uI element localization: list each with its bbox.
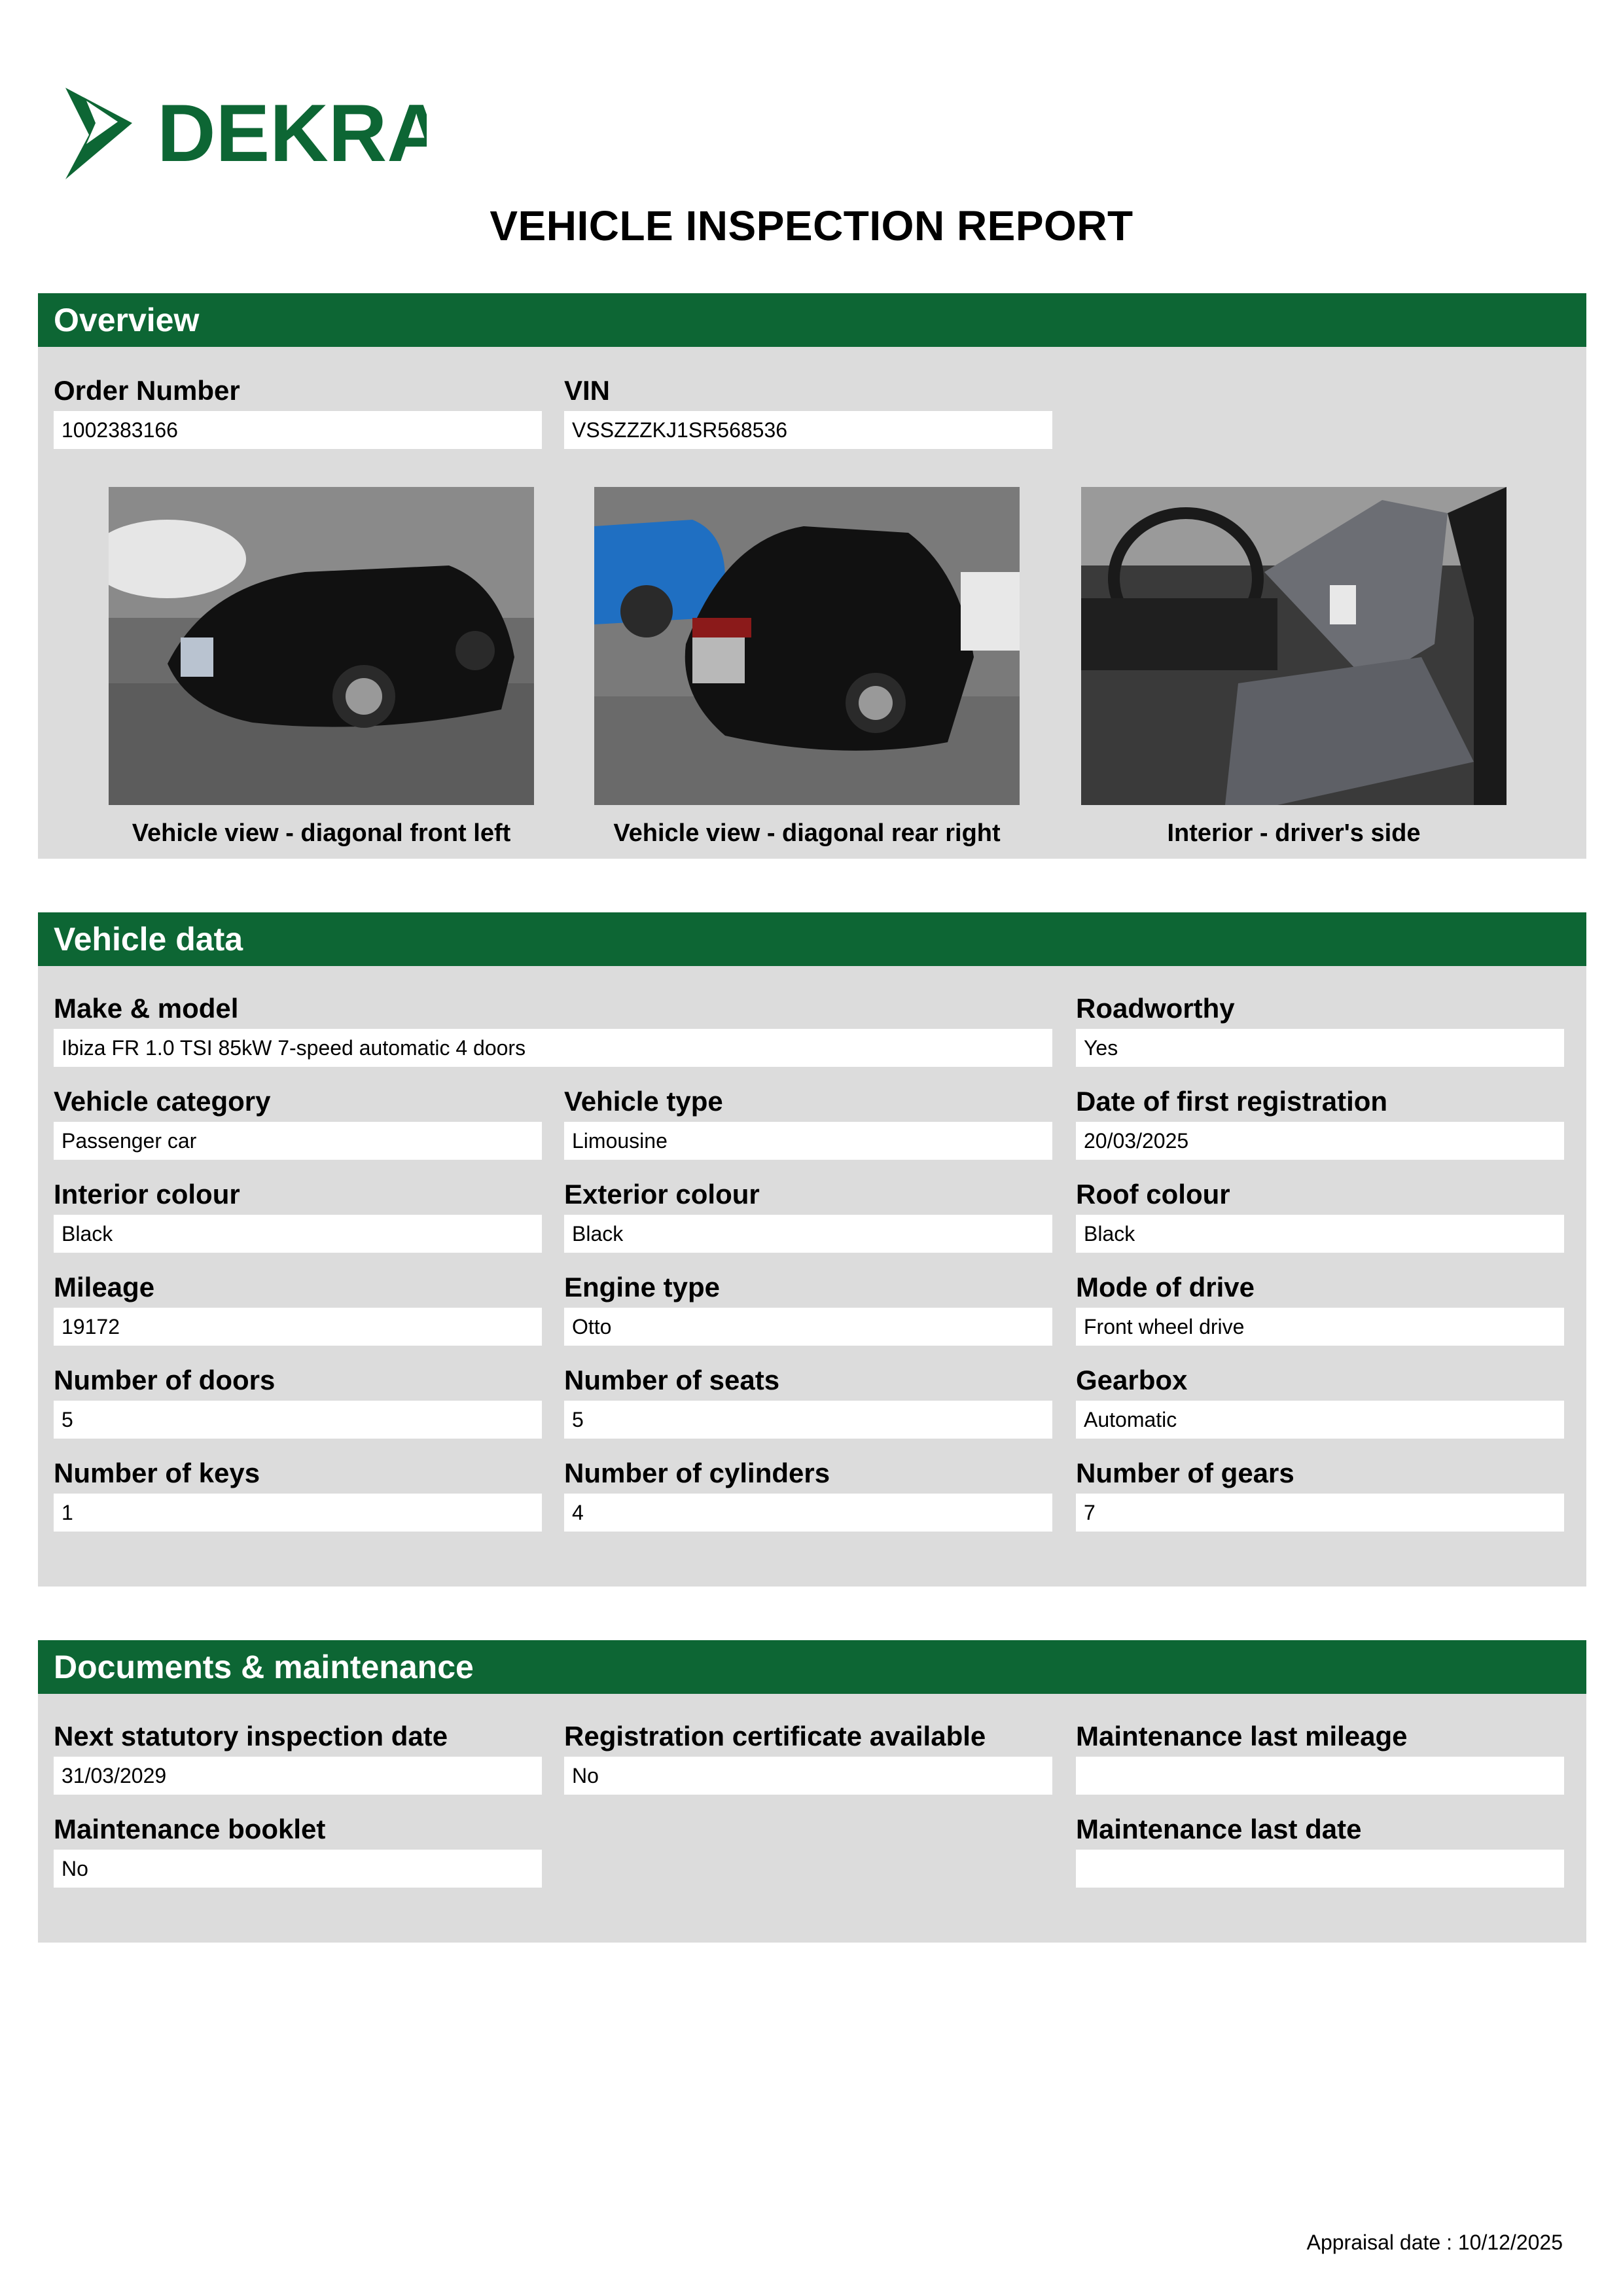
roof-colour-field	[1076, 1178, 1564, 1253]
vin-field	[564, 374, 1052, 449]
number-of-doors-label: Number of doors	[54, 1365, 276, 1395]
mode-of-drive-label: Mode of drive	[1076, 1272, 1255, 1302]
mileage-label: Mileage	[54, 1272, 155, 1302]
registration-certificate-field	[564, 1720, 1052, 1795]
next-inspection-value: 31/03/2029	[54, 1757, 542, 1795]
maintenance-booklet-field	[54, 1813, 542, 1888]
report-title: VEHICLE INSPECTION REPORT	[490, 202, 1133, 249]
order-number-label: Order Number	[54, 375, 240, 406]
mode-of-drive-field	[1076, 1271, 1564, 1346]
dekra-logo	[60, 84, 427, 182]
dekra-logo-mark	[60, 84, 427, 182]
interior-colour-field	[54, 1178, 542, 1253]
number-of-gears-field	[1076, 1457, 1564, 1532]
photo-rear-right-caption: Vehicle view - diagonal rear right	[613, 819, 1001, 847]
photo-rear-right[interactable]	[594, 487, 1020, 805]
maintenance-last-date-value	[1076, 1850, 1564, 1888]
maintenance-last-date-field	[1076, 1813, 1564, 1888]
engine-type-label: Engine type	[564, 1272, 721, 1302]
number-of-keys-field	[54, 1457, 542, 1532]
vehicle-category-field	[54, 1085, 542, 1160]
maintenance-last-mileage-field	[1076, 1720, 1564, 1795]
next-inspection-field	[54, 1720, 542, 1795]
order-number-value: 1002383166	[54, 411, 542, 449]
next-inspection-label: Next statutory inspection date	[54, 1721, 448, 1751]
documents-section	[38, 1640, 1586, 1943]
order-number-field	[54, 374, 542, 449]
vin-value: VSSZZZKJ1SR568536	[564, 411, 1052, 449]
interior-colour-label: Interior colour	[54, 1179, 240, 1210]
registration-certificate-value: No	[564, 1757, 1052, 1795]
gearbox-field	[1076, 1364, 1564, 1439]
logo-wordmark: DEKRA	[157, 88, 427, 179]
documents-header: Documents & maintenance	[38, 1640, 1586, 1694]
number-of-keys-value: 1	[54, 1494, 542, 1532]
photo-front-left[interactable]	[109, 487, 534, 805]
number-of-gears-value: 7	[1076, 1494, 1564, 1532]
photo-front-left-caption: Vehicle view - diagonal front left	[132, 819, 511, 847]
first-registration-label: Date of first registration	[1076, 1086, 1388, 1117]
number-of-gears-label: Number of gears	[1076, 1458, 1294, 1488]
maintenance-booklet-label: Maintenance booklet	[54, 1814, 326, 1844]
make-model-label: Make & model	[54, 993, 239, 1024]
vin-label: VIN	[564, 375, 611, 406]
number-of-doors-value: 5	[54, 1401, 542, 1439]
engine-type-field	[564, 1271, 1052, 1346]
maintenance-booklet-value: No	[54, 1850, 542, 1888]
roadworthy-field	[1076, 992, 1564, 1067]
number-of-cylinders-field	[564, 1457, 1052, 1532]
mileage-field	[54, 1271, 542, 1346]
number-of-cylinders-label: Number of cylinders	[564, 1458, 830, 1488]
vehicle-data-header: Vehicle data	[38, 912, 1586, 966]
make-model-field	[54, 992, 1052, 1067]
roadworthy-label: Roadworthy	[1076, 993, 1235, 1024]
gearbox-value: Automatic	[1076, 1401, 1564, 1439]
exterior-colour-value: Black	[564, 1215, 1052, 1253]
vehicle-type-field	[564, 1085, 1052, 1160]
mode-of-drive-value: Front wheel drive	[1076, 1308, 1564, 1346]
exterior-colour-field	[564, 1178, 1052, 1253]
maintenance-last-date-label: Maintenance last date	[1076, 1814, 1362, 1844]
roof-colour-value: Black	[1076, 1215, 1564, 1253]
vehicle-category-label: Vehicle category	[54, 1086, 271, 1117]
photo-interior[interactable]	[1081, 487, 1507, 805]
overview-section	[38, 293, 1586, 859]
maintenance-last-mileage-value	[1076, 1757, 1564, 1795]
roof-colour-label: Roof colour	[1076, 1179, 1230, 1210]
vehicle-data-section	[38, 912, 1586, 1587]
number-of-keys-label: Number of keys	[54, 1458, 260, 1488]
overview-header: Overview	[38, 293, 1586, 347]
number-of-cylinders-value: 4	[564, 1494, 1052, 1532]
photo-interior-caption: Interior - driver's side	[1167, 819, 1421, 847]
engine-type-value: Otto	[564, 1308, 1052, 1346]
number-of-seats-value: 5	[564, 1401, 1052, 1439]
vehicle-type-value: Limousine	[564, 1122, 1052, 1160]
maintenance-last-mileage-label: Maintenance last mileage	[1076, 1721, 1408, 1751]
number-of-seats-label: Number of seats	[564, 1365, 780, 1395]
registration-certificate-label: Registration certificate available	[564, 1721, 986, 1751]
number-of-doors-field	[54, 1364, 542, 1439]
vehicle-type-label: Vehicle type	[564, 1086, 723, 1117]
make-model-value: Ibiza FR 1.0 TSI 85kW 7-speed automatic 4 doors	[54, 1029, 1052, 1067]
mileage-value: 19172	[54, 1308, 542, 1346]
vehicle-category-value: Passenger car	[54, 1122, 542, 1160]
exterior-colour-label: Exterior colour	[564, 1179, 760, 1210]
first-registration-value: 20/03/2025	[1076, 1122, 1564, 1160]
first-registration-field	[1076, 1085, 1564, 1160]
appraisal-date: Appraisal date : 10/12/2025	[1306, 2231, 1563, 2254]
number-of-seats-field	[564, 1364, 1052, 1439]
interior-colour-value: Black	[54, 1215, 542, 1253]
roadworthy-value: Yes	[1076, 1029, 1564, 1067]
gearbox-label: Gearbox	[1076, 1365, 1188, 1395]
